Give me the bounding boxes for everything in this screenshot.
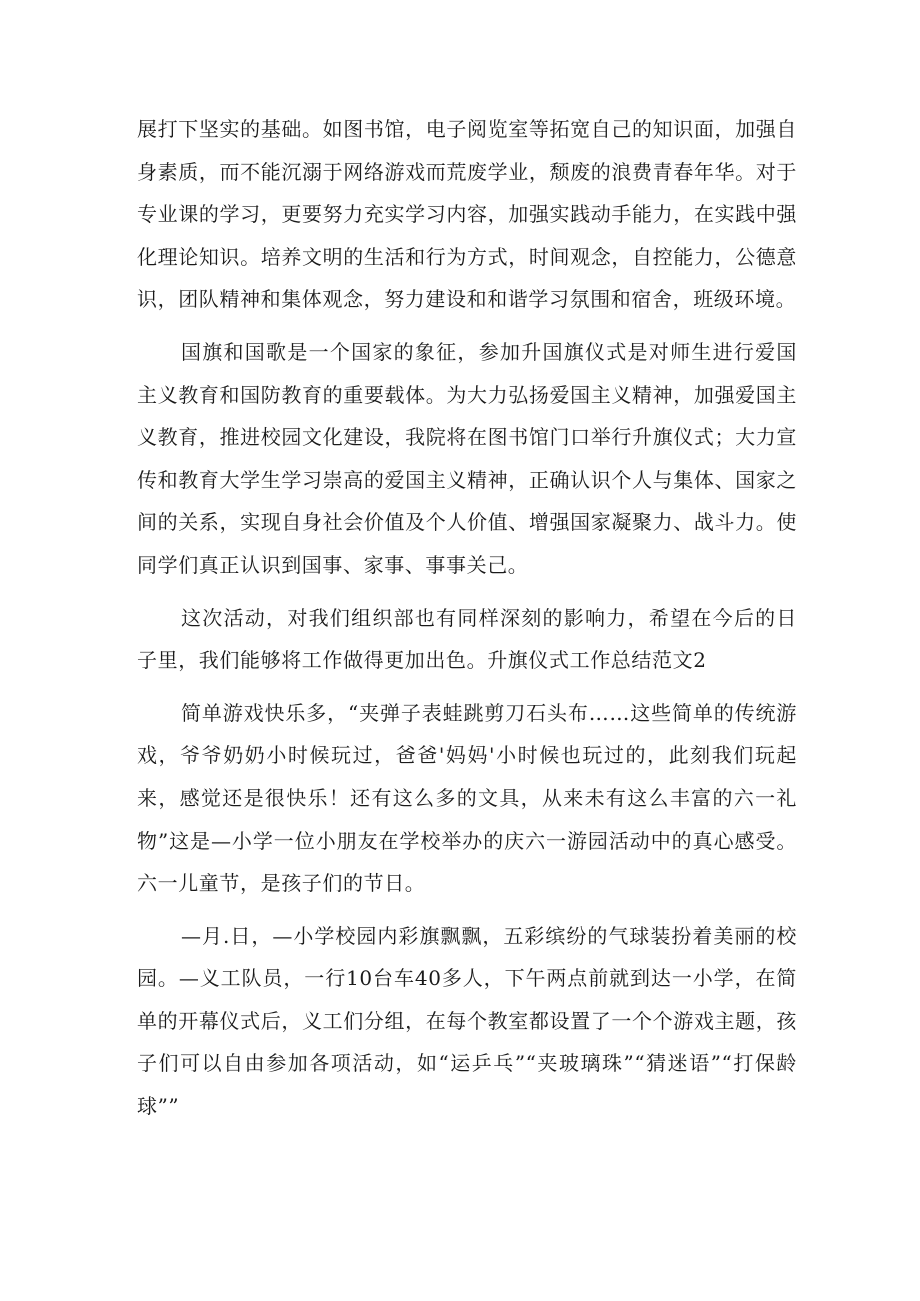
paragraph-3: 这次活动，对我们组织部也有同样深刻的影响力，希望在今后的日子里，我们能够将工作做得更加出色。升旗仪式工作总结范文2 [137,605,797,673]
document-body [137,108,797,1128]
paragraph-4: 简单游戏快乐多，“夹弹子表蛙跳剪刀石头布……这些简单的传统游戏，爷爷奶奶小时候玩过，爸爸'妈妈'小时候也玩过的，此刻我们玩起来，感觉还是很快乐！还有这么多的文具，从来未有这么丰富的六一礼物”这是—小学一位小朋友在学校举办的庆六一游园活动中的真心感受。六一儿童节，是孩子们的节日。 [137,700,797,896]
paragraph-1: 展打下坚实的基础。如图书馆，电子阅览室等拓宽自己的知识面，加强自身素质，而不能沉溺于网络游戏而荒废学业，颓废的浪费青春年华。对于专业课的学习，更要努力充实学习内容，加强实践动手能力，在实践中强化理论知识。培养文明的生活和行为方式，时间观念，自控能力，公德意识，团队精神和集体观念，努力建设和和谐学习氛围和宿舍，班级环境。 [137,117,797,312]
paragraph-2: 国旗和国歌是一个国家的象征，参加升国旗仪式是对师生进行爱国主义教育和国防教育的重要载体。为大力弘扬爱国主义精神，加强爱国主义教育，推进校园文化建设，我院将在图书馆门口举行升旗仪式；大力宣传和教育大学生学习崇高的爱国主义精神，正确认识个人与集体、国家之间的关系，实现自身社会价值及个人价值、增强国家凝聚力、战斗力。使同学们真正认识到国事、家事、事事关己。 [137,339,797,577]
paragraph-5: —月.日，—小学校园内彩旗飘飘，五彩缤纷的气球装扮着美丽的校园。—义工队员，一行10台车40多人，下午两点前就到达一小学，在简单的开幕仪式后，义工们分组，在每个教室都设置了一个个游戏主题，孩子们可以自由参加各项活动，如“运乒乓”“夹玻璃珠”“猜迷语”“打保龄球”” [137,923,797,1119]
